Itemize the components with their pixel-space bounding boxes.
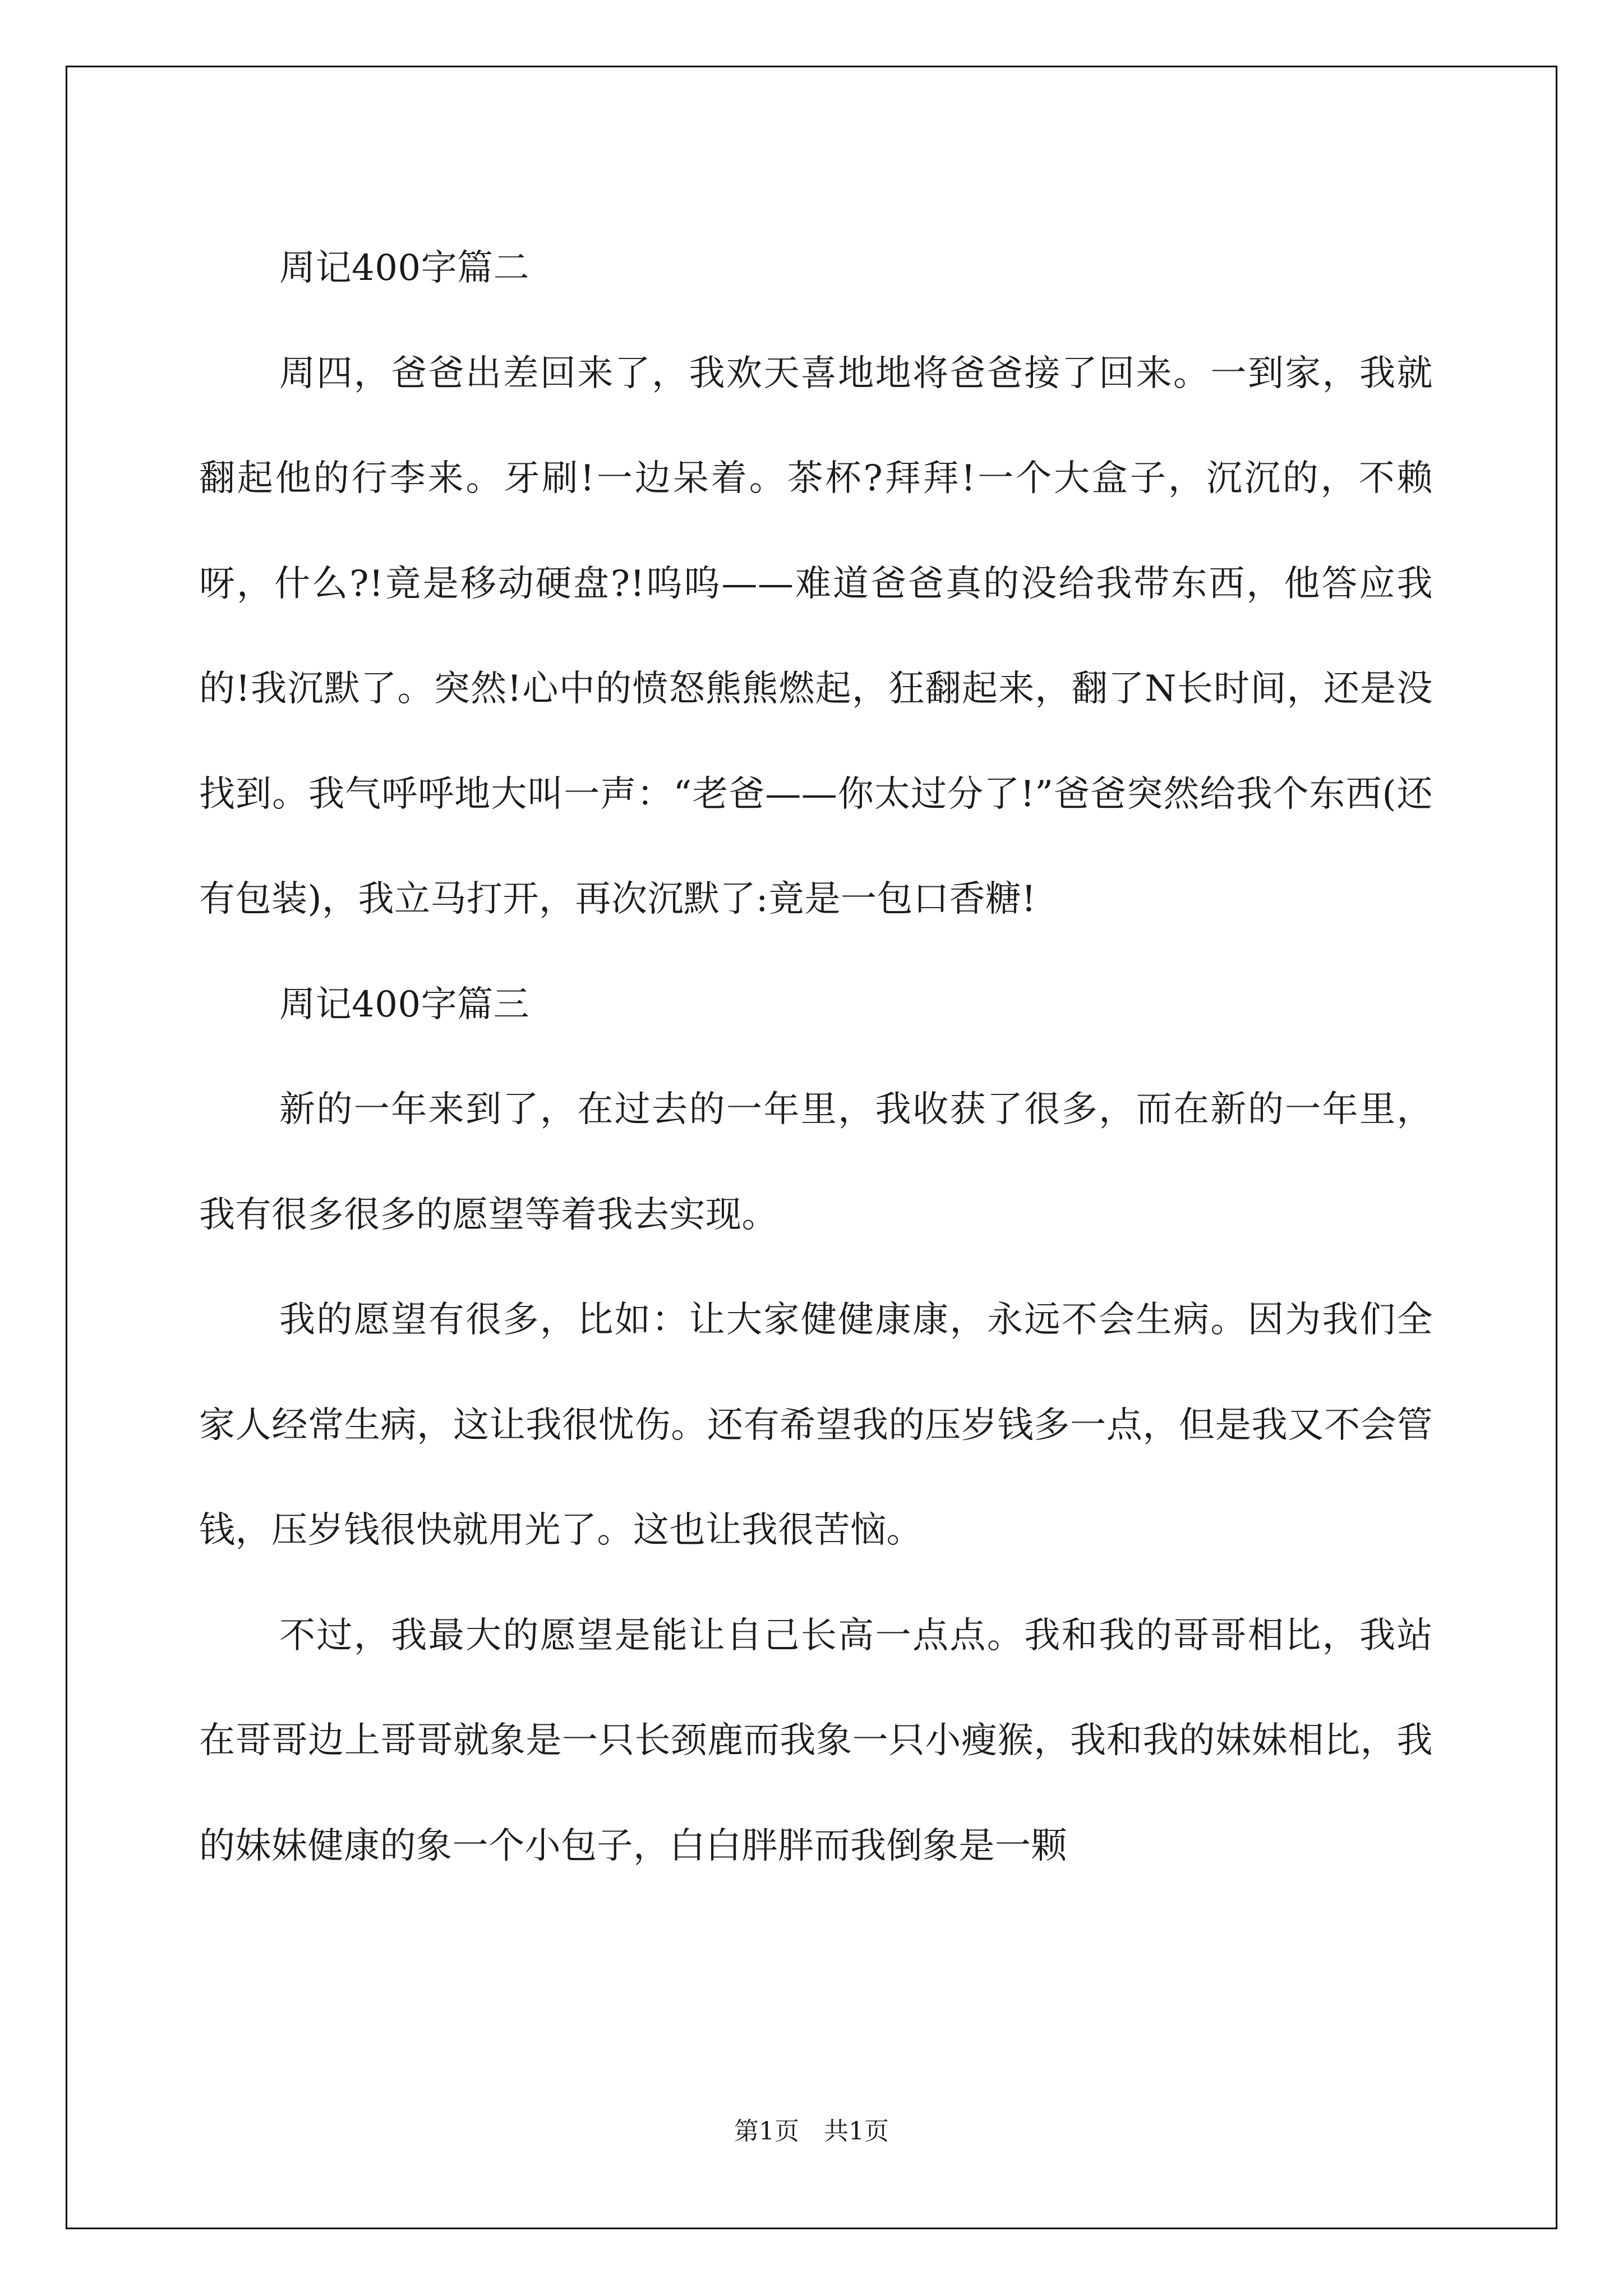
paragraph: 新的一年来到了，在过去的一年里，我收获了很多，而在新的一年里，我有很多很多的愿望等着我去实现。 <box>199 1089 1433 1236</box>
page-total: 共1页 <box>824 2117 889 2146</box>
paragraph: 不过，我最大的愿望是能让自己长高一点点。我和我的哥哥相比，我站在哥哥边上哥哥就象是一只长颈鹿而我象一只小瘦猴，我和我的妹妹相比，我的妹妹健康的象一个小包子，白白胖胖而我倒象是一颗 <box>199 1614 1433 1867</box>
section-heading: 周记400字篇三 <box>279 983 530 1025</box>
document-body <box>199 216 1433 1899</box>
page-footer <box>0 2115 1623 2148</box>
paragraph: 周四，爸爸出差回来了，我欢天喜地地将爸爸接了回来。一到家，我就翻起他的行李来。牙刷!一边呆着。茶杯?拜拜!一个大盒子，沉沉的，不赖呀，什么?!竟是移动硬盘?!呜呜——难道爸爸真的没给我带东西，他答应我的!我沉默了。突然!心中的愤怒熊熊燃起，狂翻起来，翻了N长时间，还是没找到。我气呼呼地大叫一声：“老爸——你太过分了!”爸爸突然给我个东西(还有包装)，我立马打开，再次沉默了:竟是一包口香糖! <box>199 352 1433 920</box>
paragraph: 我的愿望有很多，比如：让大家健健康康，永远不会生病。因为我们全家人经常生病，这让我很忧伤。还有希望我的压岁钱多一点，但是我又不会管钱，压岁钱很快就用光了。这也让我很苦恼。 <box>199 1299 1433 1551</box>
section-heading: 周记400字篇二 <box>279 247 530 289</box>
page-number: 第1页 <box>734 2117 799 2146</box>
